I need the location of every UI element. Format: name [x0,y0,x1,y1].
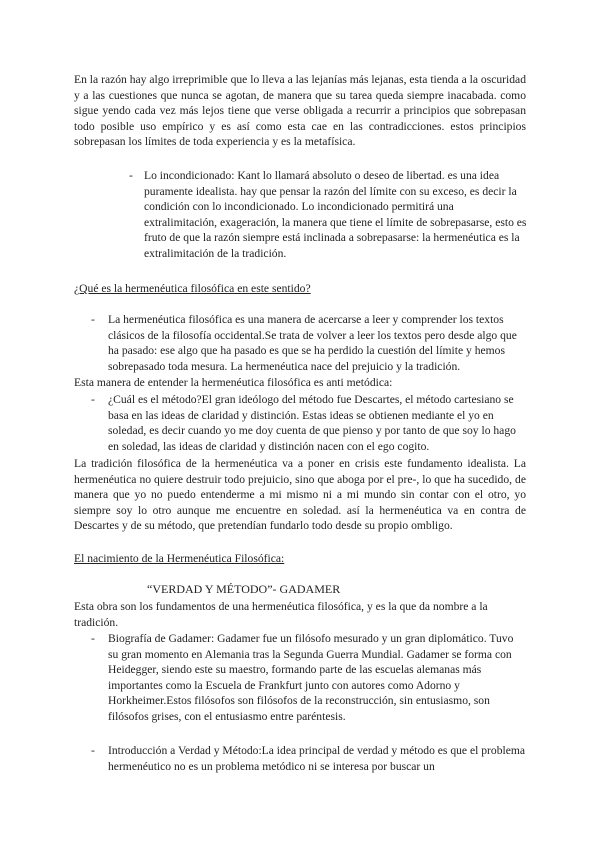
list-item-text: Lo incondicionado: Kant lo llamará absoluto o deseo de libertad. es una idea puramente idealista. hay que pensar la razón del límite con su exceso, es decir la condición con lo incondicionado. Lo incondicionado permitirá una extralimitación, exageración, la manera que tiene el límite de sobrepasarse, esto es fruto de que la razón siempre está inclinada a sobrepasarse: la hermenéutica es la extralimitación de la tradición. [144,169,527,260]
paragraph-obra: Esta obra son los fundamentos de una hermenéutica filosófica, y es la que da nombre a la tradición. [74,600,488,629]
list-dash: - [91,393,95,406]
list-item-text: ¿Cuál es el método?El gran ideólogo del método fue Descartes, el método cartesiano se basa en las ideas de claridad y distinción. Estas ideas se obtienen mediante el yo en soledad, es decir cuando yo me doy cuenta de que pienso y por tanto de que soy lo hago en soledad, las ideas de claridad y distinción nacen con el ego cogito. [108,393,516,453]
list-dash: - [91,744,95,757]
list-dash: - [91,313,95,326]
list-item-text: Introducción a Verdad y Método:La idea principal de verdad y método es que el problema hermenéutico no es un problema metódico ni se interesa por buscar un [108,744,526,773]
list-dash: - [129,169,133,182]
list-item-text: La hermenéutica filosófica es una manera de acercarse a leer y comprender los textos clásicos de la filosofía occidental.Se trata de volver a leer los textos pero desde algo que ha pasado: ese algo que ha pasado es que se ha perdido la cuestión del límite y hemos sobrepasado toda mesura. La hermenéutica nace del prejuicio y la tradición. [108,313,517,373]
paragraph-razon: En la razón hay algo irreprimible que lo lleva a las lejanías más lejanas, esta tienda a la oscuridad y a las cuestiones que nunca se agotan, de manera que su tarea queda siempre inacabada. como sigue yendo cada vez más lejos tiene que verse obligada a recurrir a principios que sobrepasan todo posible uso empírico y es así como esta cae en las contradicciones. estos principios sobrepasan los límites de toda experiencia y es la metafísica. [74,73,526,149]
paragraph-tradicion: La tradición filosófica de la hermenéutica va a poner en crisis este fundamento idealista. La hermenéutica no quiere destruir todo prejuicio, sino que aboga por el pre-, lo que ha sucedido, de manera que yo no puedo entenderme a mi mismo ni a mi mundo sin contar con el otro, yo siempre soy lo otro aunque me encuentre en soledad. así la hermenéutica va en contra de Descartes y de su método, que pretendían fundarlo todo desde su propio ombligo. [74,457,526,533]
list-dash: - [91,632,95,645]
list-item-text: Biografía de Gadamer: Gadamer fue un filósofo mesurado y un gran diplomático. Tuvo su gran momento en Alemania tras la Segunda Guerra Mundial. Gadamer se forma con Heidegger, siendo este su maestro, formando parte de las escuelas alemanas más importantes como la Escuela de Frankfurt junto con autores como Adorno y Horkheimer.Estos filósofos son filósofos de la reconstrucción, sin entusiasmo, son filósofos grises, con el entusiasmo entre paréntesis. [108,632,514,723]
work-title: “VERDAD Y MÉTODO”- GADAMER [147,582,341,596]
section-heading-hermeneutica: ¿Qué es la hermenéutica filosófica en este sentido? [74,282,311,295]
paragraph-anti-metodica: Esta manera de entender la hermenéutica filosófica es anti metódica: [74,376,393,389]
section-heading-nacimiento: El nacimiento de la Hermenéutica Filosófica: [74,552,285,565]
